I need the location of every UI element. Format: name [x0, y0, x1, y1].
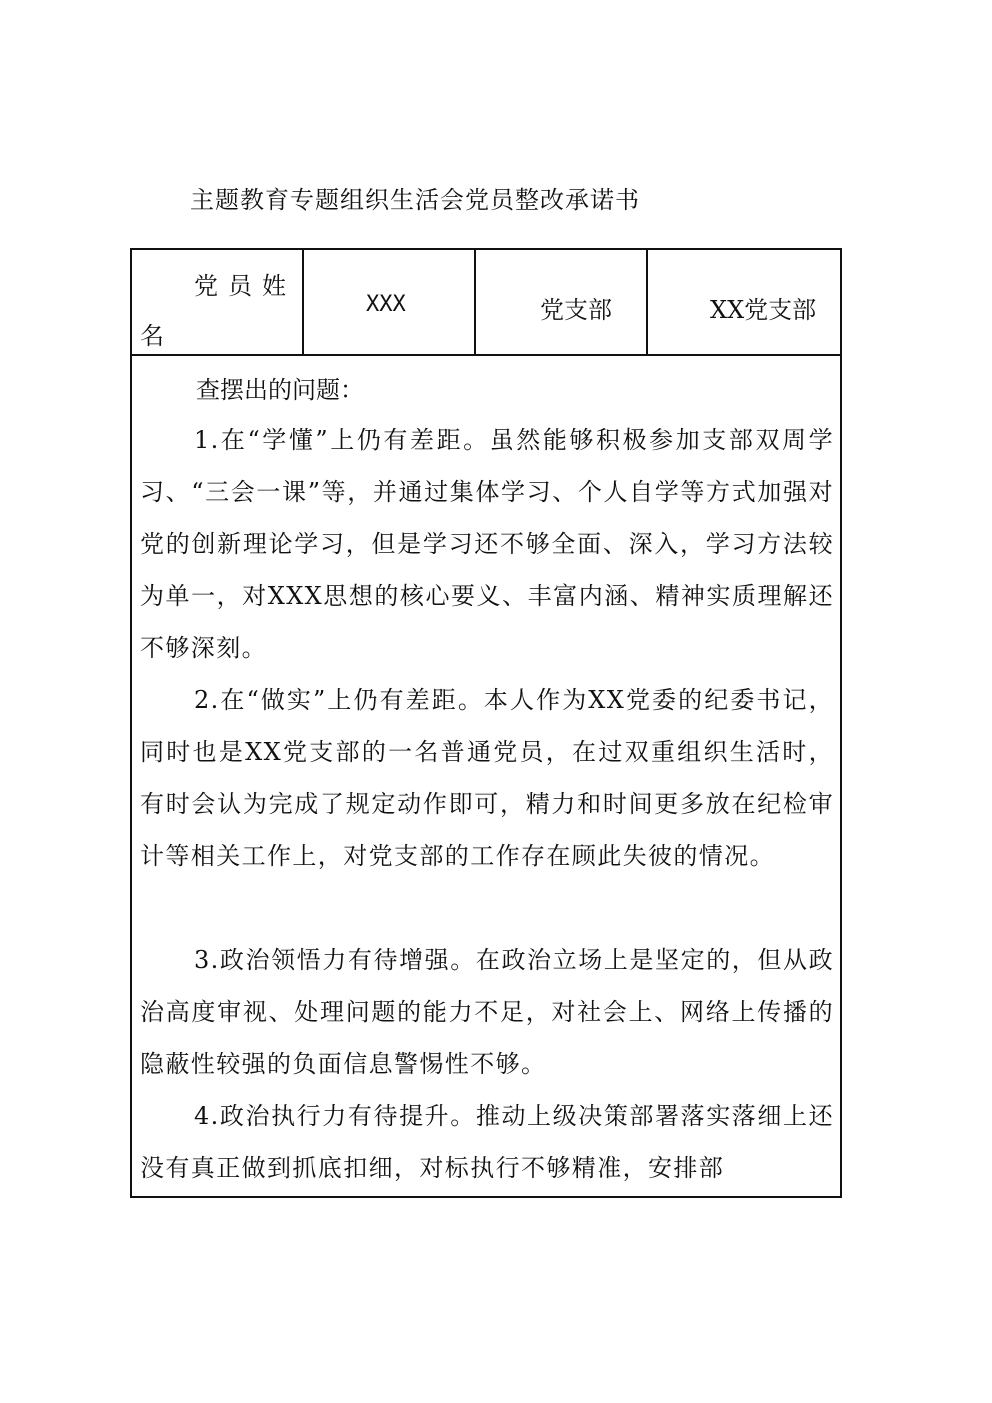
problems-cell [132, 356, 840, 1196]
header-row [132, 250, 840, 356]
problem-paragraph-4: 4.政治执行力有待提升。推动上级决策部署落实落细上还没有真正做到抓底扣细，对标执行不够精准，安排部 [140, 1102, 834, 1182]
document-title: 主题教育专题组织生活会党员整改承诺书 [190, 186, 640, 214]
branch-label-cell [476, 250, 648, 354]
name-label-cell [132, 250, 304, 354]
commitment-form-table [130, 248, 842, 1198]
problem-paragraph-3: 3.政治领悟力有待增强。在政治立场上是坚定的，但从政治高度审视、处理问题的能力不足，对社会上、网络上传播的隐蔽性较强的负面信息警惕性不够。 [140, 946, 834, 1078]
member-name-value: XXX [366, 292, 406, 317]
branch-label: 党支部 [540, 296, 612, 324]
name-label-line2: 名 [140, 322, 164, 350]
problem-paragraph-2: 2.在“做实”上仍有差距。本人作为XX党委的纪委书记，同时也是XX党支部的一名普通党员，在过双重组织生活时，有时会认为完成了规定动作即可，精力和时间更多放在纪检审计等相关工作上，对党支部的工作存在顾此失彼的情况。 [140, 686, 834, 870]
name-label-line1: 党员姓 [194, 272, 296, 300]
problems-heading: 查摆出的问题： [196, 376, 364, 404]
branch-value: XX党支部 [710, 296, 817, 324]
branch-value-cell [648, 250, 840, 354]
name-value-cell [304, 250, 476, 354]
problem-paragraph-1: 1.在“学懂”上仍有差距。虽然能够积极参加支部双周学习、“三会一课”等，并通过集体学习、个人自学等方式加强对党的创新理论学习，但是学习还不够全面、深入，学习方法较为单一，对XXX思想的核心要义、丰富内涵、精神实质理解还不够深刻。 [140, 426, 834, 662]
